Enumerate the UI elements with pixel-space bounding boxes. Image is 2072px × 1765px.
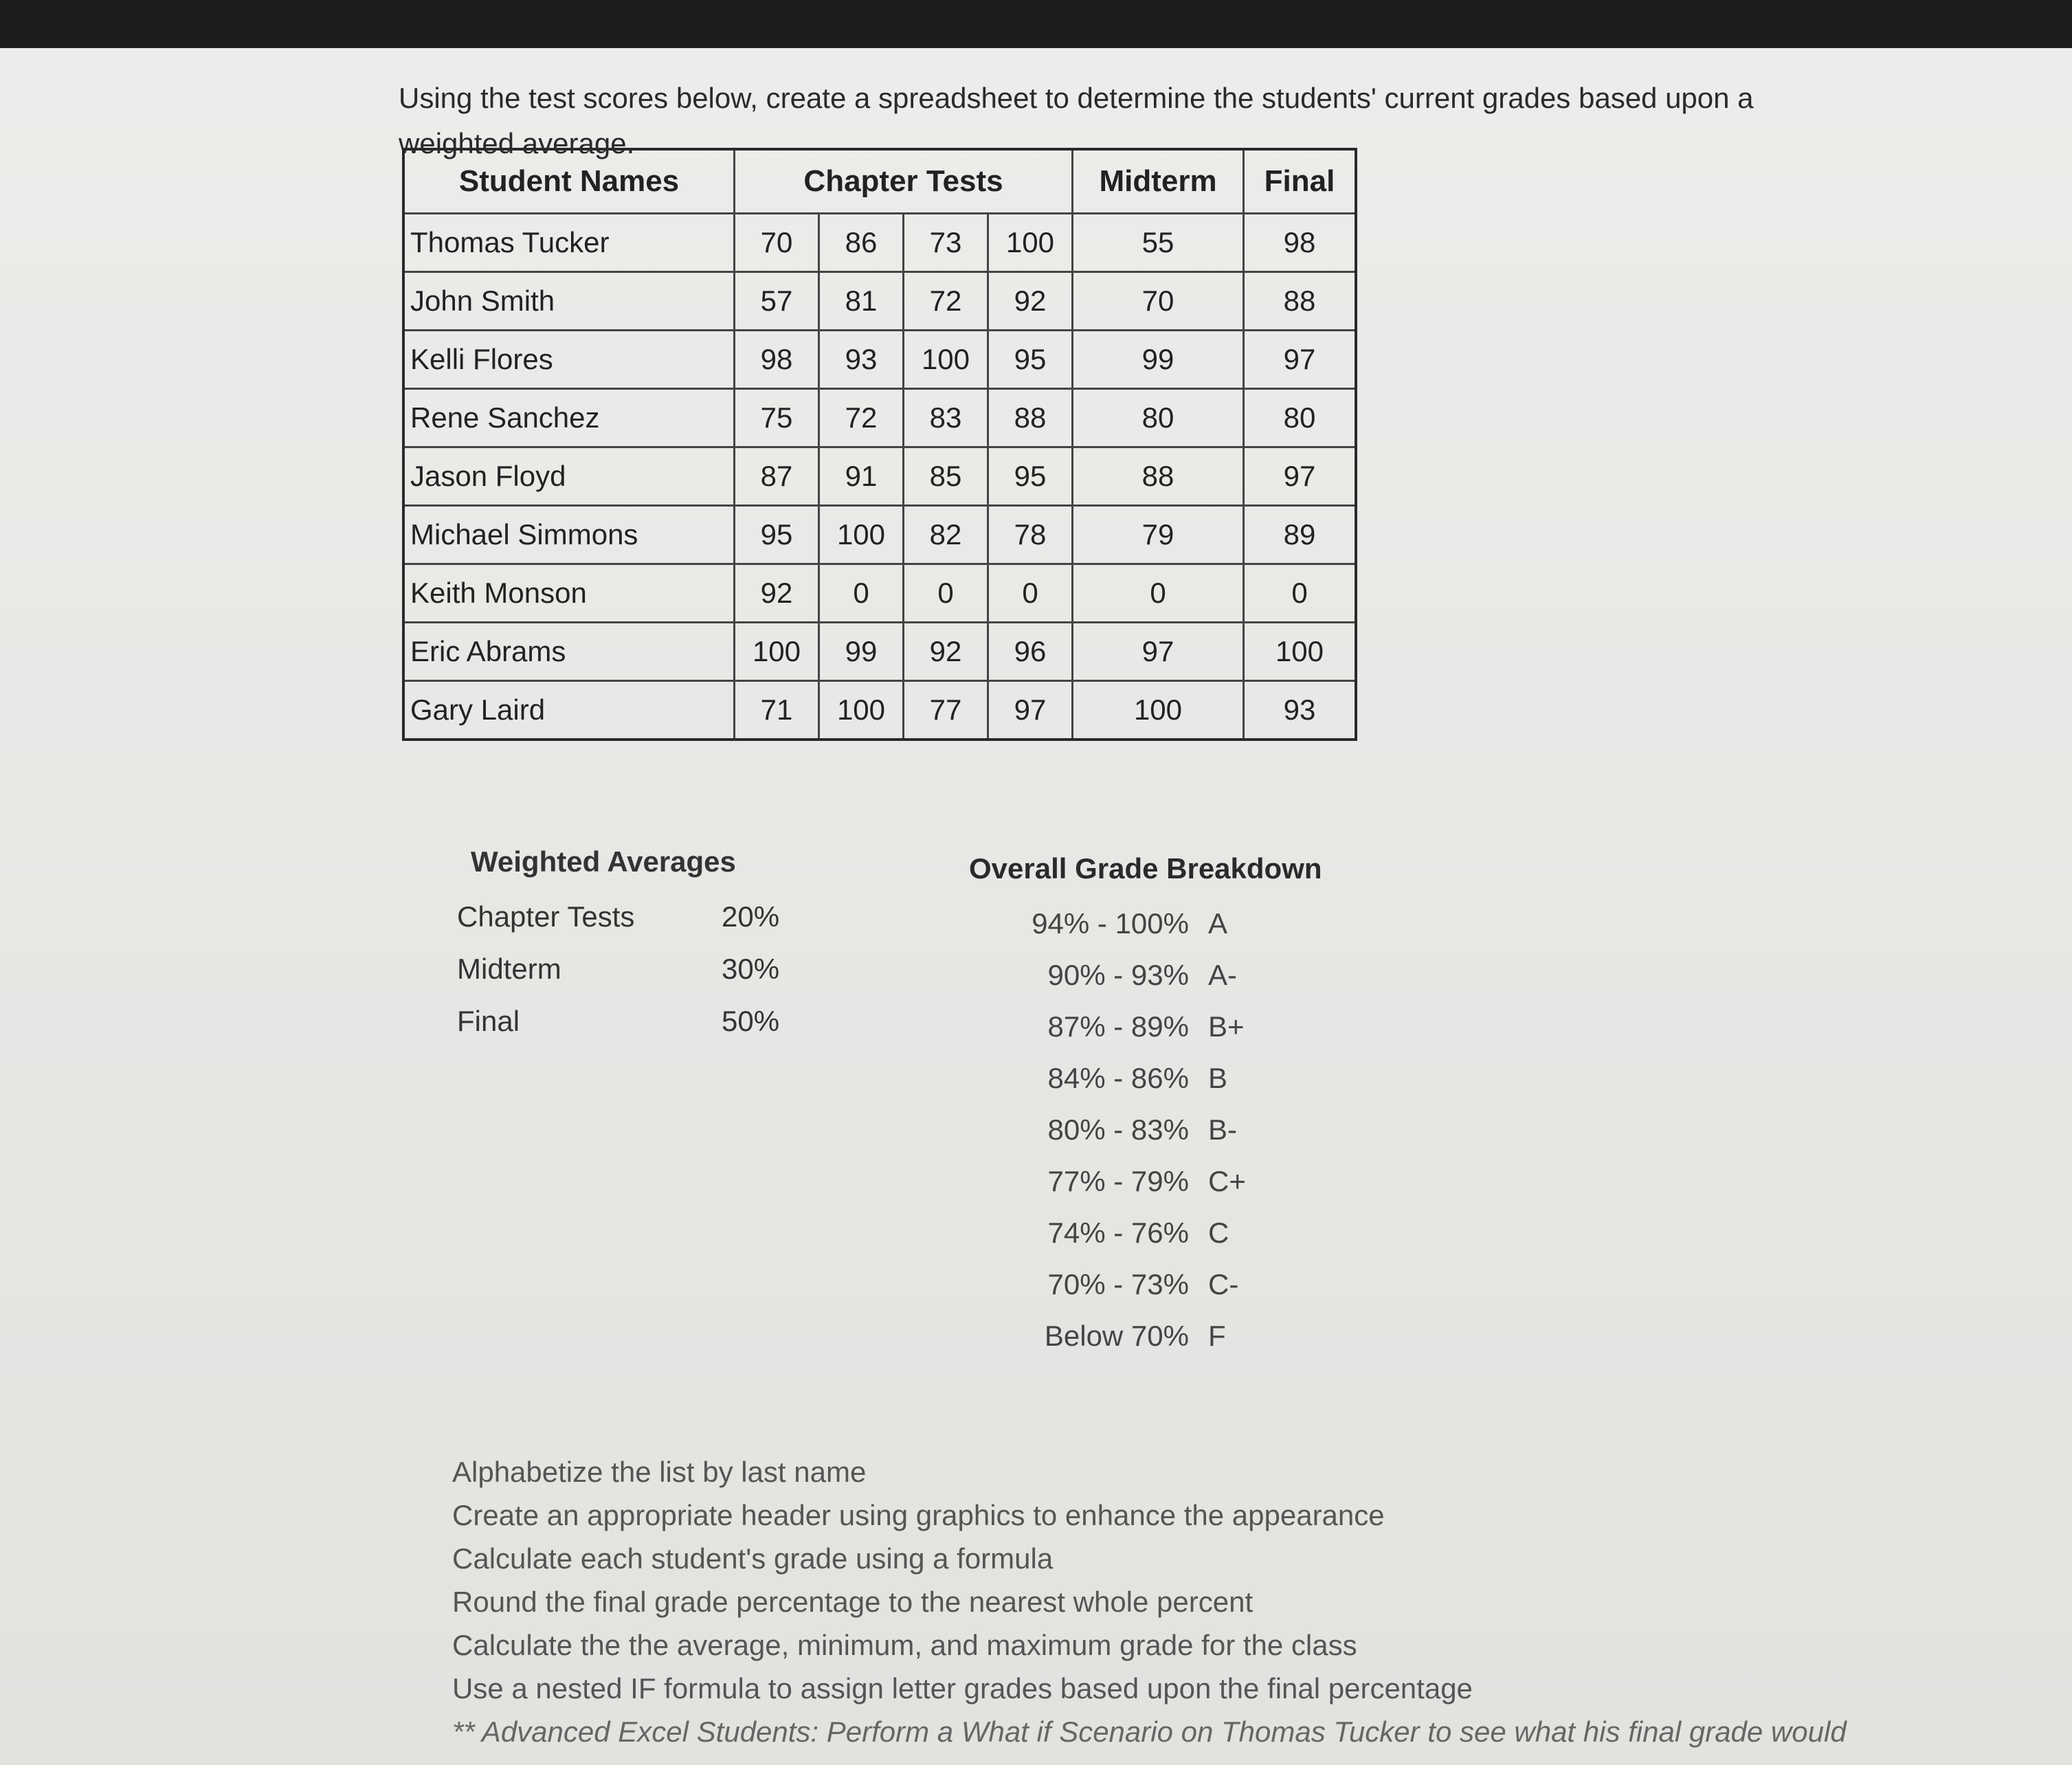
- grade-letter: F: [1208, 1319, 1226, 1352]
- chapter-test-score: 87: [735, 447, 819, 506]
- final-score: 93: [1244, 681, 1357, 740]
- table-row: [403, 389, 1356, 447]
- chapter-test-score: 100: [819, 681, 904, 740]
- student-name: Eric Abrams: [403, 623, 735, 681]
- task-list: [419, 1450, 1964, 1753]
- grade-range-row: [969, 1104, 1322, 1155]
- list-item: • Create an appropriate header using graphics to enhance the appearance: [452, 1494, 1964, 1537]
- table-row: [403, 214, 1356, 272]
- chapter-test-score: 91: [819, 447, 904, 506]
- grade-range: 90% - 93%: [1047, 958, 1189, 991]
- weight-percent: 50%: [722, 1005, 780, 1037]
- grade-range-row: [969, 1001, 1322, 1052]
- grade-range: 80% - 83%: [1047, 1113, 1189, 1146]
- grade-range-row: [969, 898, 1322, 949]
- chapter-test-score: 72: [819, 389, 904, 447]
- grade-range: 74% - 76%: [1047, 1216, 1189, 1249]
- grade-range: 87% - 89%: [1047, 1010, 1189, 1043]
- table-row: [403, 564, 1356, 623]
- grade-range-row: [969, 949, 1322, 1001]
- midterm-score: 88: [1073, 447, 1244, 506]
- grade-letter: C-: [1208, 1267, 1239, 1300]
- grade-range-row: [969, 1310, 1322, 1362]
- grade-range-row: [969, 1155, 1322, 1207]
- table-row: [403, 447, 1356, 506]
- chapter-test-score: 70: [735, 214, 819, 272]
- student-name: John Smith: [403, 272, 735, 331]
- assignment-page: [0, 48, 2072, 1765]
- chapter-test-score: 75: [735, 389, 819, 447]
- grade-letter: B: [1208, 1061, 1228, 1094]
- midterm-score: 79: [1073, 506, 1244, 564]
- chapter-test-score: 100: [735, 623, 819, 681]
- table-row: [403, 331, 1356, 389]
- chapter-test-score: 97: [988, 681, 1073, 740]
- chapter-test-score: 82: [904, 506, 988, 564]
- student-name: Thomas Tucker: [403, 214, 735, 272]
- chapter-test-score: 73: [904, 214, 988, 272]
- final-score: 98: [1244, 214, 1357, 272]
- grade-letter: A-: [1208, 958, 1237, 991]
- midterm-score: 0: [1073, 564, 1244, 623]
- chapter-test-score: 86: [819, 214, 904, 272]
- table-row: [403, 681, 1356, 740]
- final-score: 80: [1244, 389, 1357, 447]
- midterm-score: 97: [1073, 623, 1244, 681]
- chapter-test-score: 92: [904, 623, 988, 681]
- student-name: Keith Monson: [403, 564, 735, 623]
- chapter-test-score: 78: [988, 506, 1073, 564]
- midterm-score: 100: [1073, 681, 1244, 740]
- chapter-test-score: 0: [988, 564, 1073, 623]
- chapter-test-score: 0: [819, 564, 904, 623]
- student-name: Michael Simmons: [403, 506, 735, 564]
- test-scores-table: [402, 148, 1357, 741]
- chapter-test-score: 95: [988, 447, 1073, 506]
- list-item: • Alphabetize the list by last name: [452, 1450, 1964, 1494]
- student-name: Gary Laird: [403, 681, 735, 740]
- weight-percent: 30%: [722, 953, 780, 985]
- grade-range-row: [969, 1207, 1322, 1258]
- grade-range: 84% - 86%: [1047, 1061, 1189, 1094]
- chapter-test-score: 96: [988, 623, 1073, 681]
- list-item: • Round the final grade percentage to the nearest whole percent: [452, 1580, 1964, 1623]
- grade-letter: A: [1208, 907, 1228, 940]
- grade-range-row: [969, 1052, 1322, 1104]
- chapter-test-score: 93: [819, 331, 904, 389]
- chapter-test-score: 98: [735, 331, 819, 389]
- list-item: • ** Advanced Excel Students: Perform a What if Scenario on Thomas Tucker to see what his final grade would: [452, 1710, 1964, 1753]
- grade-range-row: [969, 1258, 1322, 1310]
- student-name: Jason Floyd: [403, 447, 735, 506]
- chapter-test-score: 99: [819, 623, 904, 681]
- chapter-test-score: 100: [904, 331, 988, 389]
- student-name: Rene Sanchez: [403, 389, 735, 447]
- intro-text: Using the test scores below, create a spreadsheet to determine the students' current grades based upon a weighted average.: [399, 82, 1754, 159]
- chapter-test-score: 81: [819, 272, 904, 331]
- chapter-test-score: 95: [735, 506, 819, 564]
- weight-row: [457, 943, 804, 995]
- chapter-test-score: 92: [735, 564, 819, 623]
- table-row: [403, 272, 1356, 331]
- grade-breakdown-section: [969, 852, 1322, 1362]
- midterm-score: 70: [1073, 272, 1244, 331]
- list-item: • Calculate the the average, minimum, and maximum grade for the class: [452, 1623, 1964, 1667]
- midterm-score: 80: [1073, 389, 1244, 447]
- table-row: [403, 623, 1356, 681]
- weight-label: Final: [457, 1005, 520, 1037]
- header-midterm: Midterm: [1073, 149, 1244, 214]
- chapter-test-score: 100: [819, 506, 904, 564]
- grade-range: 94% - 100%: [1032, 907, 1189, 940]
- chapter-test-score: 88: [988, 389, 1073, 447]
- chapter-test-score: 77: [904, 681, 988, 740]
- grade-letter: C: [1208, 1216, 1229, 1249]
- final-score: 97: [1244, 447, 1357, 506]
- final-score: 89: [1244, 506, 1357, 564]
- weight-row: [457, 995, 804, 1047]
- screen-top-bar: [0, 0, 2072, 48]
- midterm-score: 55: [1073, 214, 1244, 272]
- student-name: Kelli Flores: [403, 331, 735, 389]
- chapter-test-score: 83: [904, 389, 988, 447]
- header-student-names: Student Names: [403, 149, 735, 214]
- chapter-test-score: 0: [904, 564, 988, 623]
- weight-row: [457, 891, 804, 943]
- final-score: 88: [1244, 272, 1357, 331]
- grade-range: 77% - 79%: [1047, 1164, 1189, 1197]
- grade-letter: B+: [1208, 1010, 1245, 1043]
- chapter-test-score: 71: [735, 681, 819, 740]
- final-score: 97: [1244, 331, 1357, 389]
- final-score: 100: [1244, 623, 1357, 681]
- table-header-row: [403, 149, 1356, 214]
- table-row: [403, 506, 1356, 564]
- grade-range: 70% - 73%: [1047, 1267, 1189, 1300]
- chapter-test-score: 57: [735, 272, 819, 331]
- weight-label: Midterm: [457, 953, 561, 985]
- list-item: • Calculate each student's grade using a formula: [452, 1537, 1964, 1580]
- weighted-averages-section: [457, 845, 804, 1047]
- grade-breakdown-title: Overall Grade Breakdown: [969, 852, 1322, 885]
- grade-letter: B-: [1208, 1113, 1237, 1146]
- list-item: • Use a nested IF formula to assign letter grades based upon the final percentage: [452, 1667, 1964, 1710]
- chapter-test-score: 100: [988, 214, 1073, 272]
- chapter-test-score: 85: [904, 447, 988, 506]
- chapter-test-score: 72: [904, 272, 988, 331]
- midterm-score: 99: [1073, 331, 1244, 389]
- chapter-test-score: 92: [988, 272, 1073, 331]
- weight-label: Chapter Tests: [457, 900, 635, 933]
- weighted-averages-title: Weighted Averages: [471, 845, 736, 878]
- final-score: 0: [1244, 564, 1357, 623]
- weight-percent: 20%: [722, 900, 780, 933]
- grade-range: Below 70%: [1044, 1319, 1189, 1352]
- header-chapter-tests: Chapter Tests: [735, 149, 1073, 214]
- chapter-test-score: 95: [988, 331, 1073, 389]
- header-final: Final: [1244, 149, 1357, 214]
- grade-letter: C+: [1208, 1164, 1246, 1197]
